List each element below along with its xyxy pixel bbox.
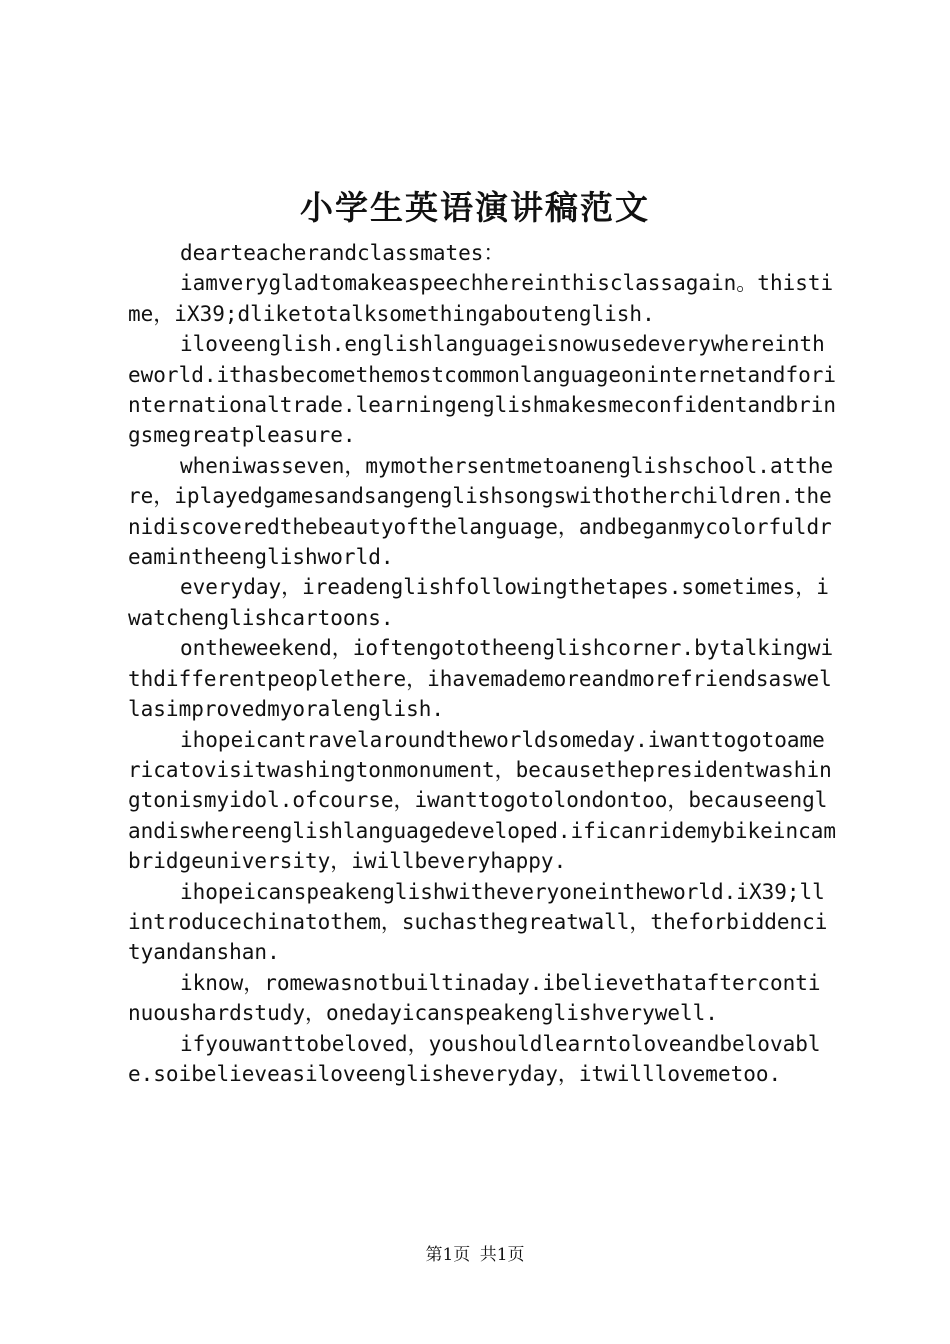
paragraph: ontheweekend，ioftengototheenglishcorner.bytalkingwithdifferentpeoplethere，ihavemademoreandmorefriendsaswellasimprovedmyoralenglish. [128,636,834,722]
page-number: 第1页 [425,1245,471,1265]
paragraph-salutation: dearteacherandclassmates： [180,241,505,265]
paragraph: everyday，ireadenglishfollowingthetapes.sometimes，iwatchenglishcartoons. [128,575,829,630]
page-total: 共1页 [479,1245,525,1265]
paragraph: iamverygladtomakeaspeechhereinthisclassagain。thistime，iX39;dliketotalksomethingaboutenglish. [128,271,834,326]
paragraph: iloveenglish.englishlanguageisnowusedeverywhereintheworld.ithasbecomethemostcommonlanguageoninternetandforinternationaltrade.learningenglishmakesmeconfidentandbringsmegreatpleasure. [128,332,837,448]
paragraph: wheniwasseven，mymothersentmetoanenglishschool.atthere，iplayedgamesandsangenglishsongswithotherchildren.thenidiscoveredthebeautyofthelanguage，andbeganmycolorfuldreamintheenglishworld. [128,453,834,570]
paragraph: ifyouwanttobeloved，youshouldlearntoloveandbelovable.soibelieveasiloveenglisheveryday，itwilllovemetoo. [128,1031,821,1086]
document-body [128,238,836,1089]
page-footer [0,1244,950,1266]
document-title: 小学生英语演讲稿范文 [300,188,650,227]
paragraph: iknow，romewasnotbuiltinaday.ibelievethatafterconti nuoushardstudy，onedayicanspeakenglishverywell. [128,970,821,1026]
paragraph: ihopeicanspeakenglishwitheveryoneintheworld.iX39;llintroducechinatothem，suchasthegreatwall，theforbiddencityandanshan. [128,879,828,965]
paragraph: ihopeicantravelaroundtheworldsomeday.iwanttogotoamericatovisitwashingtonmonument，becausethepresidentwashingtonismyidol.ofcourse，iwanttogotolondontoo，becauseenglandiswhereenglishlanguagedeveloped.ificanridemybikeincambridgeuniversity，iwillbeveryhappy. [128,727,837,874]
